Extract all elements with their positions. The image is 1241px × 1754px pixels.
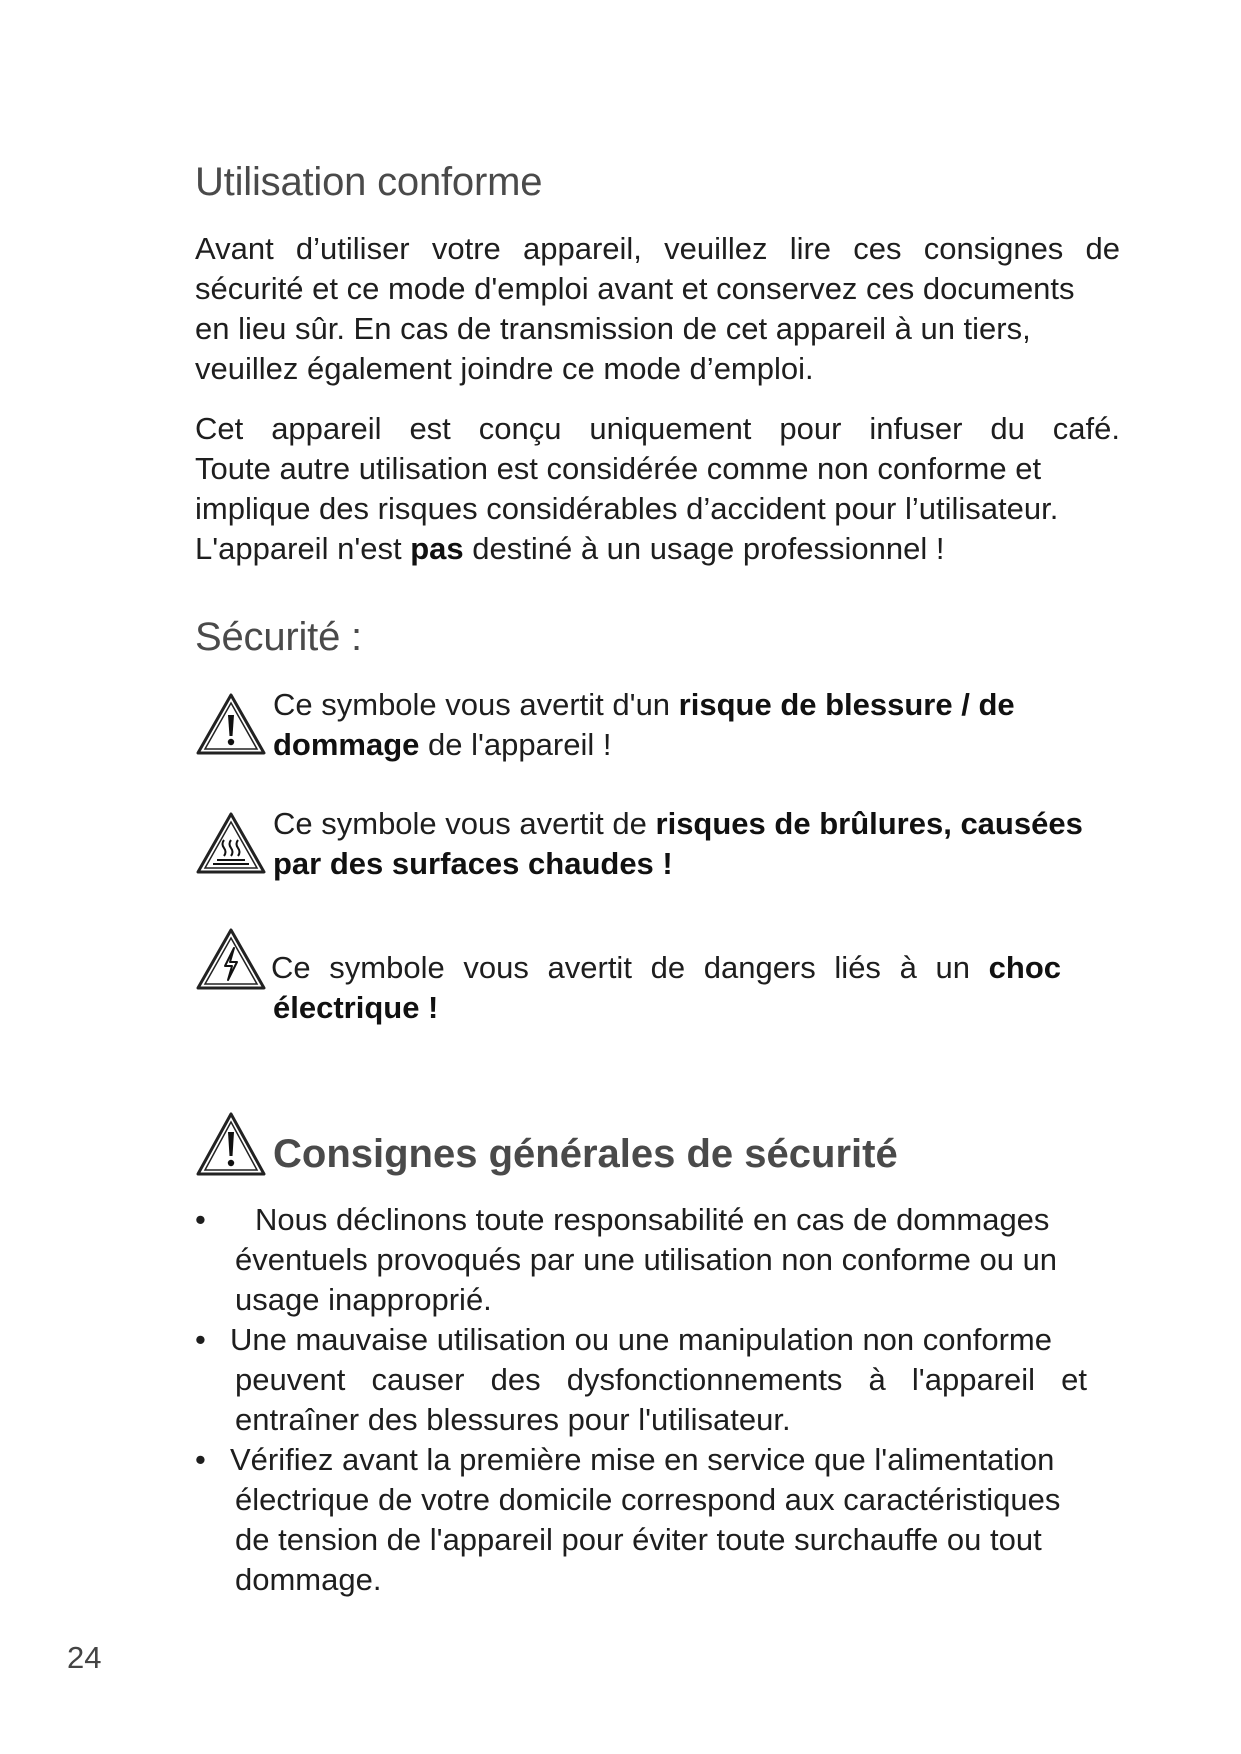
electric-shock-icon	[195, 926, 267, 992]
bold-text: électrique !	[273, 990, 439, 1025]
bold-text: risques de brûlures, causées	[655, 806, 1083, 841]
list-item	[195, 1440, 1125, 1600]
text-line	[273, 804, 1125, 844]
text-line: électrique de votre domicile correspond aux caractéristiques	[235, 1482, 1061, 1517]
text-line	[273, 725, 1125, 765]
warning-electric	[195, 948, 1125, 1038]
warning-hot-surface	[195, 804, 1125, 894]
text-line: en lieu sûr. En cas de transmission de cet appareil à un tiers,	[195, 311, 1031, 346]
list-item	[195, 1200, 1125, 1320]
text-run: Ce symbole vous avertit d'un	[273, 687, 679, 722]
text-line: usage inapproprié.	[235, 1282, 492, 1317]
text-line: dommage.	[235, 1562, 382, 1597]
text-run: destiné à un usage professionnel !	[463, 531, 945, 566]
hot-surface-icon	[195, 810, 267, 876]
list-item	[195, 1320, 1125, 1440]
warning-text	[273, 685, 1125, 765]
text-line	[271, 948, 1061, 988]
bold-text: par des surfaces chaudes !	[273, 846, 673, 881]
text-line	[273, 844, 1125, 884]
bullet: •	[195, 1442, 206, 1477]
bold-text: dommage	[273, 727, 420, 762]
bold-text: choc	[988, 950, 1061, 985]
text-line: peuvent causer des dysfonctionnements à l'appareil et	[235, 1362, 1087, 1397]
bold-text: risque de blessure / de	[678, 687, 1015, 722]
bullet: •	[195, 1202, 206, 1237]
general-safety-heading	[195, 1110, 1125, 1190]
warning-text	[273, 804, 1125, 884]
warning-injury	[195, 685, 1125, 775]
text-run: de l'appareil !	[419, 727, 612, 762]
text-line	[271, 988, 1061, 1028]
intro-paragraph	[195, 229, 1120, 389]
warning-text	[271, 948, 1061, 1028]
text-line: Toute autre utilisation est considérée comme non conforme et	[195, 451, 1042, 486]
exclamation-icon	[195, 1110, 267, 1180]
text-run: Ce symbole vous avertit de dangers liés à un	[271, 950, 989, 985]
text-line: éventuels provoqués par une utilisation non conforme ou un	[235, 1242, 1058, 1277]
text-line: de tension de l'appareil pour éviter toute surchauffe ou tout	[235, 1522, 1042, 1557]
text-line: implique des risques considérables d’accident pour l’utilisateur.	[195, 491, 1059, 526]
safety-list	[195, 1200, 1125, 1600]
text-line: Une mauvaise utilisation ou une manipulation non conforme	[230, 1322, 1052, 1357]
page-number: 24	[67, 1640, 102, 1675]
text-line: Nous déclinons toute responsabilité en cas de dommages	[255, 1202, 1050, 1237]
bullet: •	[195, 1322, 206, 1357]
text-run: L'appareil n'est	[195, 531, 411, 566]
text-line: veuillez également joindre ce mode d’emploi.	[195, 351, 814, 386]
text-line: Avant d’utiliser votre appareil, veuillez lire ces consignes de	[195, 231, 1120, 266]
exclamation-icon	[195, 691, 267, 757]
section-title-consignes: Consignes générales de sécurité	[273, 1132, 898, 1176]
bold-text: pas	[410, 531, 464, 566]
text-line: Cet appareil est conçu uniquement pour infuser du café.	[195, 411, 1120, 446]
text-line: sécurité et ce mode d'emploi avant et conservez ces documents	[195, 271, 1075, 306]
section-title-securite: Sécurité :	[195, 615, 362, 659]
text-line: Vérifiez avant la première mise en service que l'alimentation	[230, 1442, 1055, 1477]
usage-paragraph	[195, 409, 1120, 569]
text-run: Ce symbole vous avertit de	[273, 806, 656, 841]
section-title-utilisation: Utilisation conforme	[195, 160, 543, 204]
text-line	[273, 685, 1125, 725]
text-line: entraîner des blessures pour l'utilisateur.	[235, 1402, 791, 1437]
text-line	[195, 529, 1120, 569]
